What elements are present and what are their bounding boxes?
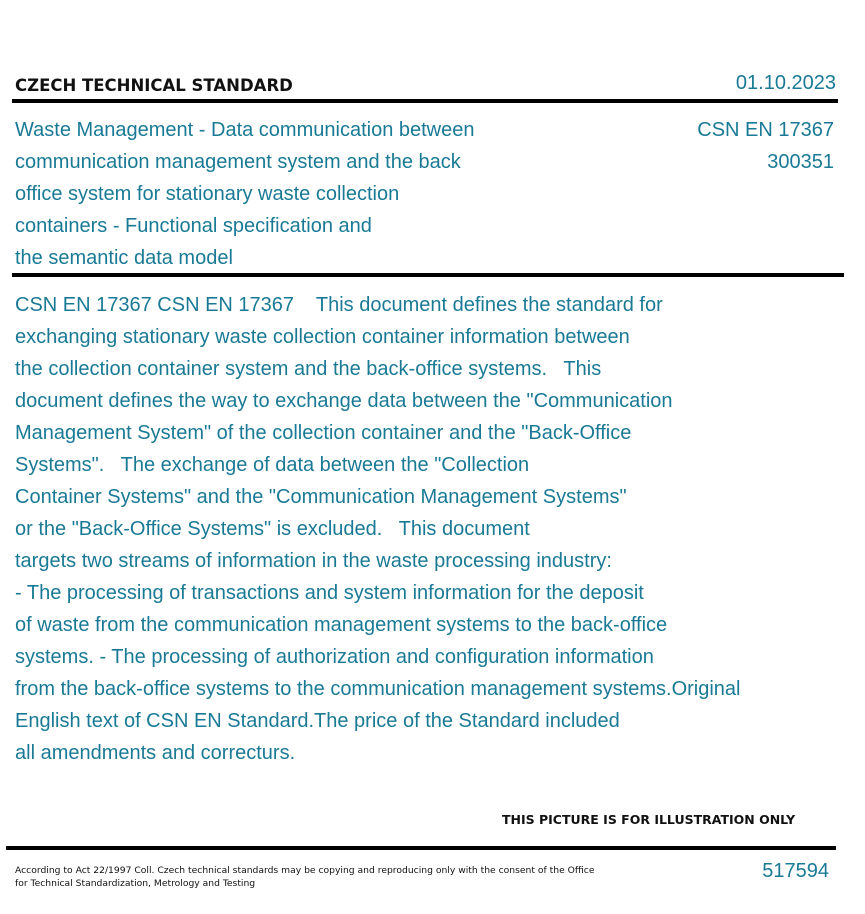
standard-title-line: the semantic data model [15,247,233,269]
description-line: English text of CSN EN Standard.The price of the Standard included [15,710,620,732]
illustration-disclaimer: THIS PICTURE IS FOR ILLUSTRATION ONLY [502,812,796,827]
publication-date: 01.10.2023 [735,72,836,94]
catalog-number: 300351 [767,151,834,173]
standard-title-line: Waste Management - Data communication between [15,119,475,141]
document-header-title: CZECH TECHNICAL STANDARD [15,76,293,95]
standard-description [15,289,845,769]
description-line: Management System" of the collection container and the "Back-Office [15,422,632,444]
description-line: CSN EN 17367 CSN EN 17367 This document defines the standard for [15,294,663,316]
legal-notice-line: According to Act 22/1997 Coll. Czech technical standards may be copying and reproducing only with the consent of the Office [15,865,595,876]
description-line: document defines the way to exchange data between the "Communication [15,390,673,412]
standard-title-line: communication management system and the back [15,151,461,173]
title-divider [12,273,844,277]
description-line: exchanging stationary waste collection container information between [15,326,630,348]
standard-title-line: containers - Functional specification and [15,215,372,237]
standard-title [15,114,535,274]
description-line: systems. - The processing of authorization and configuration information [15,646,654,668]
description-line: or the "Back-Office Systems" is excluded. This document [15,518,530,540]
header-divider [12,99,838,103]
description-line: of waste from the communication management systems to the back-office [15,614,668,636]
legal-notice [15,864,594,890]
legal-notice-line: for Technical Standardization, Metrology and Testing [15,878,256,889]
description-line: from the back-office systems to the communication management systems.Original [15,678,741,700]
description-line: Container Systems" and the "Communication Management Systems" [15,486,627,508]
standard-identifiers [697,114,834,178]
description-line: all amendments and correcturs. [15,742,296,764]
document-number: 517594 [762,860,829,882]
footer-divider [6,846,836,850]
description-line: the collection container system and the back-office systems. This [15,358,602,380]
description-line: - The processing of transactions and system information for the deposit [15,582,644,604]
description-line: Systems". The exchange of data between the "Collection [15,454,530,476]
standard-title-line: office system for stationary waste collection [15,183,400,205]
standard-code: CSN EN 17367 [697,119,834,141]
description-line: targets two streams of information in the waste processing industry: [15,550,612,572]
